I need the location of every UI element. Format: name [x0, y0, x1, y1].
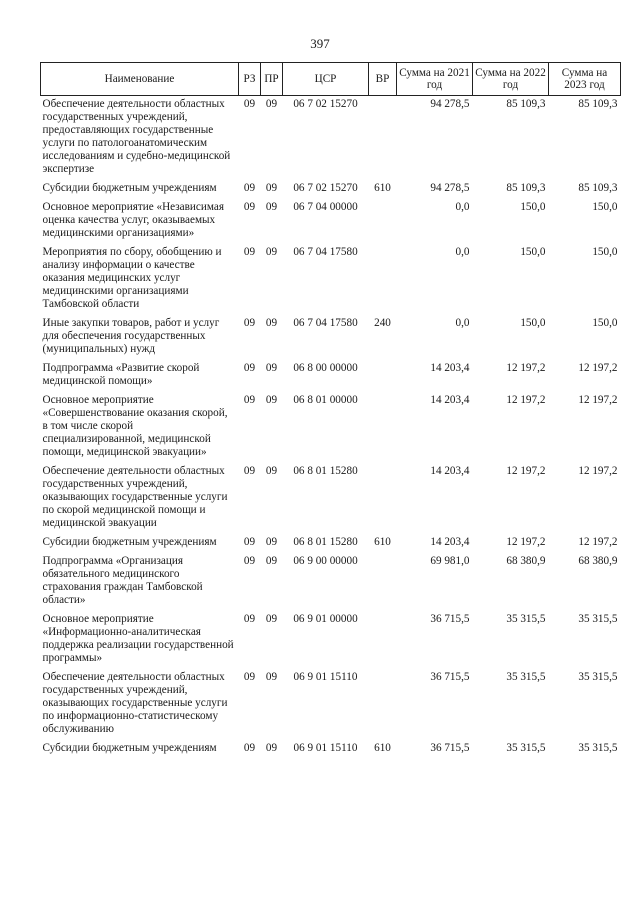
page-number: 397: [310, 36, 330, 51]
budget-table: [40, 62, 621, 759]
table-row: [41, 392, 621, 463]
table-row: [41, 534, 621, 553]
cell-sum-2021: 0,0: [455, 246, 470, 258]
cell-csr: 06 8 01 15280: [293, 465, 358, 477]
cell-name: Иные закупки товаров, работ и услуг для обеспечения государственных (муниципальных) нужд: [42, 317, 220, 355]
header-sum-2023: Сумма на 2023 год: [549, 63, 621, 96]
cell-name: Субсидии бюджетным учреждениям: [42, 742, 217, 754]
cell-csr: 06 8 01 00000: [293, 394, 358, 406]
cell-name: Обеспечение деятельности областных государственных учреждений, предоставляющих государственные услуги по патологоанатомическим исследованиям и судебно-медицинской экспертизе: [42, 98, 231, 175]
header-name: Наименование: [41, 63, 239, 96]
cell-sum-2022: 150,0: [520, 201, 546, 213]
table-row: [41, 669, 621, 740]
cell-pr: 09: [265, 742, 278, 754]
table-header-row: [41, 63, 621, 96]
table-row: [41, 463, 621, 534]
cell-sum-2021: 36 715,5: [430, 742, 470, 754]
cell-csr: 06 7 02 15270: [293, 98, 358, 110]
cell-rz: 09: [243, 98, 256, 110]
cell-sum-2021: 14 203,4: [430, 536, 470, 548]
cell-sum-2023: 150,0: [592, 201, 618, 213]
cell-rz: 09: [243, 201, 256, 213]
cell-sum-2021: 0,0: [455, 201, 470, 213]
cell-name: Обеспечение деятельности областных государственных учреждений, оказывающих государственные услуги по скорой медицинской помощи и медицинской эвакуации: [42, 465, 228, 529]
cell-sum-2022: 150,0: [520, 317, 546, 329]
cell-name: Мероприятия по сбору, обобщению и анализу информации о качестве оказания медицинских услуг медицинскими организациями Тамбовской области: [42, 246, 222, 310]
table-row: [41, 611, 621, 669]
cell-pr: 09: [265, 555, 278, 567]
cell-vr: [369, 463, 397, 534]
table-row: [41, 360, 621, 392]
table-body: [41, 96, 621, 760]
header-csr: ЦСР: [283, 63, 369, 96]
cell-sum-2022: 12 197,2: [506, 536, 546, 548]
cell-sum-2022: 85 109,3: [506, 98, 546, 110]
cell-pr: 09: [265, 465, 278, 477]
cell-vr: [369, 96, 397, 181]
cell-csr: 06 7 02 15270: [293, 182, 358, 194]
cell-rz: 09: [243, 536, 256, 548]
cell-sum-2022: 35 315,5: [506, 671, 546, 683]
cell-rz: 09: [243, 671, 256, 683]
cell-sum-2022: 35 315,5: [506, 613, 546, 625]
cell-vr: [369, 669, 397, 740]
cell-name: Субсидии бюджетным учреждениям: [42, 536, 217, 548]
cell-vr: [369, 611, 397, 669]
table-row: [41, 315, 621, 360]
cell-sum-2023: 12 197,2: [578, 465, 618, 477]
cell-rz: 09: [243, 465, 256, 477]
cell-pr: 09: [265, 613, 278, 625]
table-row: [41, 199, 621, 244]
cell-sum-2023: 85 109,3: [578, 182, 618, 194]
cell-pr: 09: [265, 362, 278, 374]
cell-pr: 09: [265, 201, 278, 213]
cell-name: Основное мероприятие «Независимая оценка качества услуг, оказываемых медицинскими организациями»: [42, 201, 224, 239]
cell-sum-2022: 12 197,2: [506, 465, 546, 477]
cell-csr: 06 9 01 15110: [293, 671, 358, 683]
cell-sum-2023: 68 380,9: [578, 555, 618, 567]
cell-rz: 09: [243, 613, 256, 625]
cell-vr: [369, 553, 397, 611]
cell-vr: 610: [374, 182, 391, 194]
cell-name: Основное мероприятие «Информационно-аналитическая поддержка реализации государственной программы»: [42, 613, 234, 664]
header-sum-2022: Сумма на 2022 год: [473, 63, 549, 96]
cell-sum-2023: 12 197,2: [578, 362, 618, 374]
cell-pr: 09: [265, 317, 278, 329]
cell-sum-2022: 12 197,2: [506, 394, 546, 406]
cell-sum-2023: 35 315,5: [578, 613, 618, 625]
table-row: [41, 740, 621, 759]
cell-vr: [369, 199, 397, 244]
cell-csr: 06 9 01 00000: [293, 613, 358, 625]
cell-sum-2023: 12 197,2: [578, 536, 618, 548]
cell-csr: 06 7 04 00000: [293, 201, 358, 213]
cell-csr: 06 8 01 15280: [293, 536, 358, 548]
cell-sum-2023: 12 197,2: [578, 394, 618, 406]
cell-pr: 09: [265, 394, 278, 406]
table-row: [41, 244, 621, 315]
cell-sum-2021: 14 203,4: [430, 362, 470, 374]
cell-vr: [369, 392, 397, 463]
cell-sum-2022: 68 380,9: [506, 555, 546, 567]
cell-rz: 09: [243, 555, 256, 567]
cell-vr: 610: [374, 742, 391, 754]
cell-sum-2021: 36 715,5: [430, 613, 470, 625]
table-row: [41, 96, 621, 181]
cell-csr: 06 9 00 00000: [293, 555, 358, 567]
cell-rz: 09: [243, 182, 256, 194]
cell-rz: 09: [243, 317, 256, 329]
cell-csr: 06 7 04 17580: [293, 317, 358, 329]
cell-csr: 06 7 04 17580: [293, 246, 358, 258]
cell-sum-2021: 69 981,0: [430, 555, 470, 567]
cell-pr: 09: [265, 671, 278, 683]
cell-pr: 09: [265, 98, 278, 110]
cell-rz: 09: [243, 394, 256, 406]
cell-name: Основное мероприятие «Совершенствование оказания скорой, в том числе скорой специализированной, медицинской помощи, медицинской эвакуации»: [42, 394, 228, 458]
cell-sum-2023: 35 315,5: [578, 742, 618, 754]
header-vr: ВР: [369, 63, 397, 96]
cell-sum-2023: 35 315,5: [578, 671, 618, 683]
cell-sum-2023: 150,0: [592, 317, 618, 329]
cell-sum-2022: 150,0: [520, 246, 546, 258]
cell-csr: 06 9 01 15110: [293, 742, 358, 754]
cell-pr: 09: [265, 182, 278, 194]
cell-sum-2022: 85 109,3: [506, 182, 546, 194]
cell-csr: 06 8 00 00000: [293, 362, 358, 374]
cell-sum-2022: 12 197,2: [506, 362, 546, 374]
cell-vr: 610: [374, 536, 391, 548]
cell-sum-2021: 0,0: [455, 317, 470, 329]
cell-sum-2023: 150,0: [592, 246, 618, 258]
table-row: [41, 553, 621, 611]
cell-sum-2021: 14 203,4: [430, 465, 470, 477]
cell-name: Подпрограмма «Развитие скорой медицинской помощи»: [42, 362, 200, 387]
table-row: [41, 180, 621, 199]
cell-sum-2021: 94 278,5: [430, 182, 470, 194]
cell-rz: 09: [243, 246, 256, 258]
cell-sum-2022: 35 315,5: [506, 742, 546, 754]
cell-pr: 09: [265, 246, 278, 258]
header-rz: РЗ: [239, 63, 261, 96]
header-sum-2021: Сумма на 2021 год: [397, 63, 473, 96]
cell-name: Подпрограмма «Организация обязательного медицинского страхования граждан Тамбовской области»: [42, 555, 203, 606]
cell-name: Субсидии бюджетным учреждениям: [42, 182, 217, 194]
cell-sum-2021: 36 715,5: [430, 671, 470, 683]
cell-sum-2021: 94 278,5: [430, 98, 470, 110]
cell-rz: 09: [243, 362, 256, 374]
cell-pr: 09: [265, 536, 278, 548]
cell-vr: [369, 244, 397, 315]
cell-name: Обеспечение деятельности областных государственных учреждений, оказывающих государственные услуги по информационно-статистическому обслуживанию: [42, 671, 228, 735]
cell-vr: 240: [374, 317, 391, 329]
cell-vr: [369, 360, 397, 392]
cell-rz: 09: [243, 742, 256, 754]
cell-sum-2021: 14 203,4: [430, 394, 470, 406]
cell-sum-2023: 85 109,3: [578, 98, 618, 110]
header-pr: ПР: [261, 63, 283, 96]
